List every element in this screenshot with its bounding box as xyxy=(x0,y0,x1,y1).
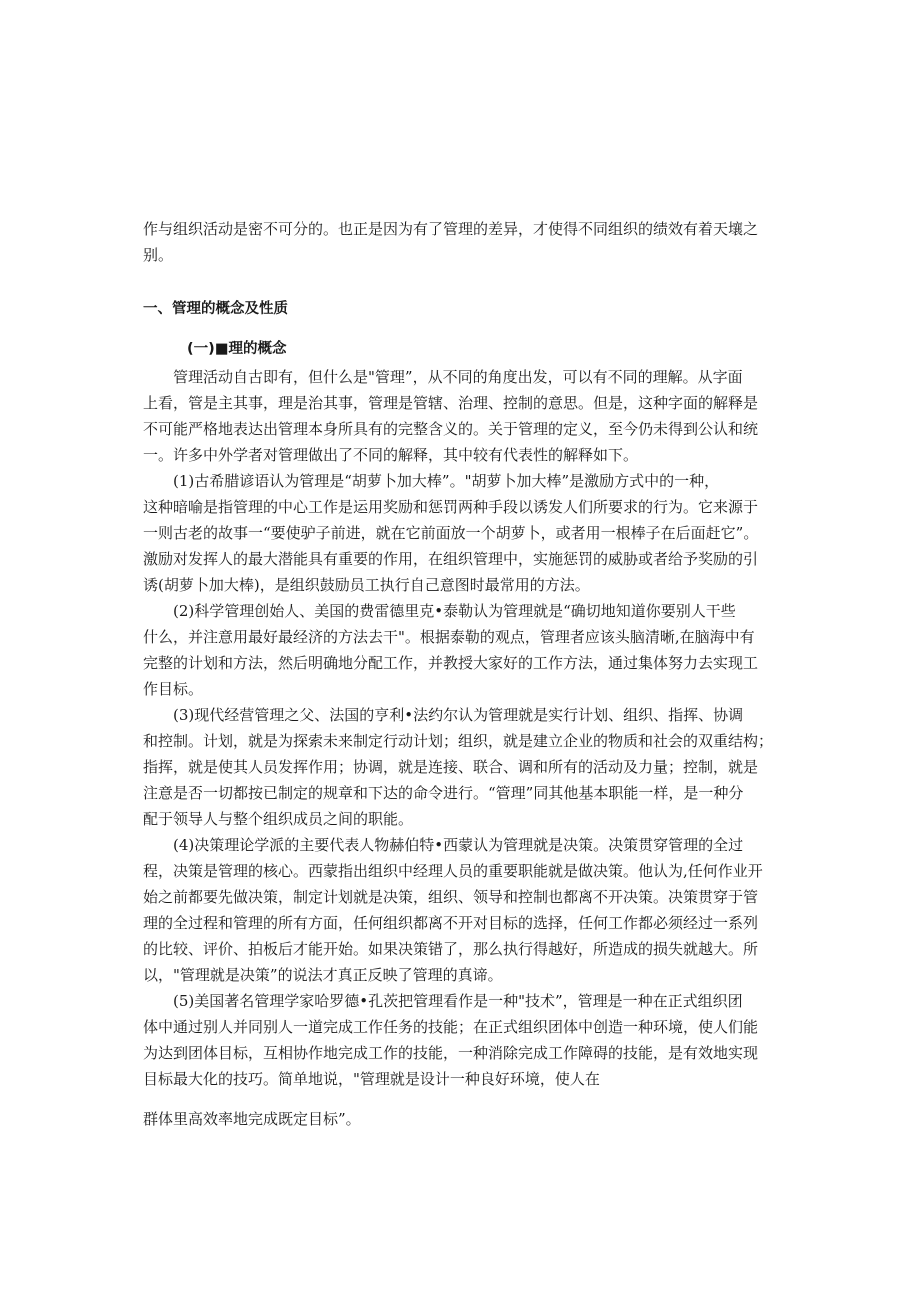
subsection-heading: (一)■理的概念 xyxy=(187,341,287,357)
text-line: (2)科学管理创始人、美国的费雷德里克•泰勒认为管理就是“确切地知道你要别人干些 xyxy=(173,602,736,620)
text-line: 管理活动自古即有，但什么是"管理”，从不同的角度出发，可以有不同的理解。从字面 xyxy=(173,368,743,386)
text-line: 指挥，就是使其人员发挥作用；协调，就是连接、联合、调和所有的活动及力量；控制，就是 xyxy=(143,758,759,776)
text-line: 始之前都要先做决策，制定计划就是决策，组织、领导和控制也都离不开决策。决策贯穿于管 xyxy=(143,888,759,906)
text-line: 上看，管是主其事，理是治其事，管理是管辖、治理、控制的意思。但是，这种字面的解释是 xyxy=(143,394,759,412)
text-line: 理的全过程和管理的所有方面，任何组织都离不开对目标的选择，任何工作都必须经过一系列 xyxy=(143,914,759,932)
text-line: 激励对发挥人的最大潜能具有重要的作用，在组织管理中，实施惩罚的威胁或者给予奖励的引 xyxy=(143,550,759,568)
text-line: 一。许多中外学者对管理做出了不同的解释，其中较有代表性的解释如下。 xyxy=(143,446,639,464)
text-line: 这种暗喻是指管理的中心工作是运用奖励和惩罚两种手段以诱发人们所要求的行为。它来源于 xyxy=(143,498,759,516)
intro-continuation xyxy=(143,216,783,268)
text-line: 作目标。 xyxy=(143,680,204,698)
text-line: 什么，并注意用最好最经济的方法去干"。根据泰勒的观点，管理者应该头脑清晰,在脑海中有 xyxy=(143,628,755,646)
text-line: (4)决策理论学派的主要代表人物赫伯特•西蒙认为管理就是决策。决策贯穿管理的全过 xyxy=(173,836,744,854)
text-line: (3)现代经营管理之父、法国的亨利•法约尔认为管理就是实行计划、组织、指挥、协调 xyxy=(173,706,744,724)
document-page xyxy=(143,216,783,1132)
section-heading: 一、管理的概念及性质 xyxy=(143,301,288,317)
text-line: 不可能严格地表达出管理本身所具有的完整含义的。关于管理的定义，至今仍未得到公认和统 xyxy=(143,420,759,438)
text-line: 体中通过别人并同别人一道完成工作任务的技能；在正式组织团体中创造一种环境，使人们能 xyxy=(143,1018,759,1036)
text-line: 一则古老的故事一“要使驴子前进，就在它前面放一个胡萝卜，或者用一根棒子在后面赶它”。 xyxy=(143,524,759,542)
tail-line: 群体里高效率地完成既定目标”。 xyxy=(143,1110,361,1128)
text-line: (5)美国著名管理学家哈罗德•孔茨把管理看作是一种"技术”，管理是一种在正式组织团 xyxy=(173,992,743,1010)
text-line: 配于领导人与整个组织成员之间的职能。 xyxy=(143,810,414,828)
paragraph-definition-3 xyxy=(143,702,783,832)
paragraph-definition-5 xyxy=(143,988,783,1092)
text-line: 完整的计划和方法，然后明确地分配工作，并教授大家好的工作方法，通过集体努力去实现工 xyxy=(143,654,759,672)
text-line: 程，决策是管理的核心。西蒙指出组织中经理人员的重要职能就是做决策。他认为,任何作业开 xyxy=(143,862,763,880)
text-line: 为达到团体目标，互相协作地完成工作的技能，一种消除完成工作障碍的技能，是有效地实现 xyxy=(143,1044,759,1062)
paragraph-definition-4 xyxy=(143,832,783,988)
text-line: 作与组织活动是密不可分的。也正是因为有了管理的差异，才使得不同组织的绩效有着天壤之 xyxy=(143,220,759,238)
text-line: 注意是否一切都按已制定的规章和下达的命令进行。“管理”同其他基本职能一样，是一种分 xyxy=(143,784,744,802)
paragraph-definition-1 xyxy=(143,468,783,598)
text-line: 以，"管理就是决策”的说法才真正反映了管理的真谛。 xyxy=(143,966,503,984)
text-line: 目标最大化的技巧。简单地说，"管理就是设计一种良好环境，使人在 xyxy=(143,1070,600,1088)
text-line: 和控制。计划，就是为探索未来制定行动计划；组织，就是建立企业的物质和社会的双重结构； xyxy=(143,732,774,750)
paragraph-definition-2 xyxy=(143,598,783,702)
text-line: 别。 xyxy=(143,246,174,264)
text-line: (1)古希腊谚语认为管理是“胡萝卜加大棒”。"胡萝卜加大棒”是激励方式中的一种， xyxy=(173,472,720,490)
text-line: 的比较、评价、拍板后才能开始。如果决策错了，那么执行得越好，所造成的损失就越大。所 xyxy=(143,940,759,958)
text-line: 诱(胡萝卜加大棒)，是组织鼓励员工执行自己意图时最常用的方法。 xyxy=(143,576,590,594)
paragraph-intro xyxy=(143,364,783,468)
